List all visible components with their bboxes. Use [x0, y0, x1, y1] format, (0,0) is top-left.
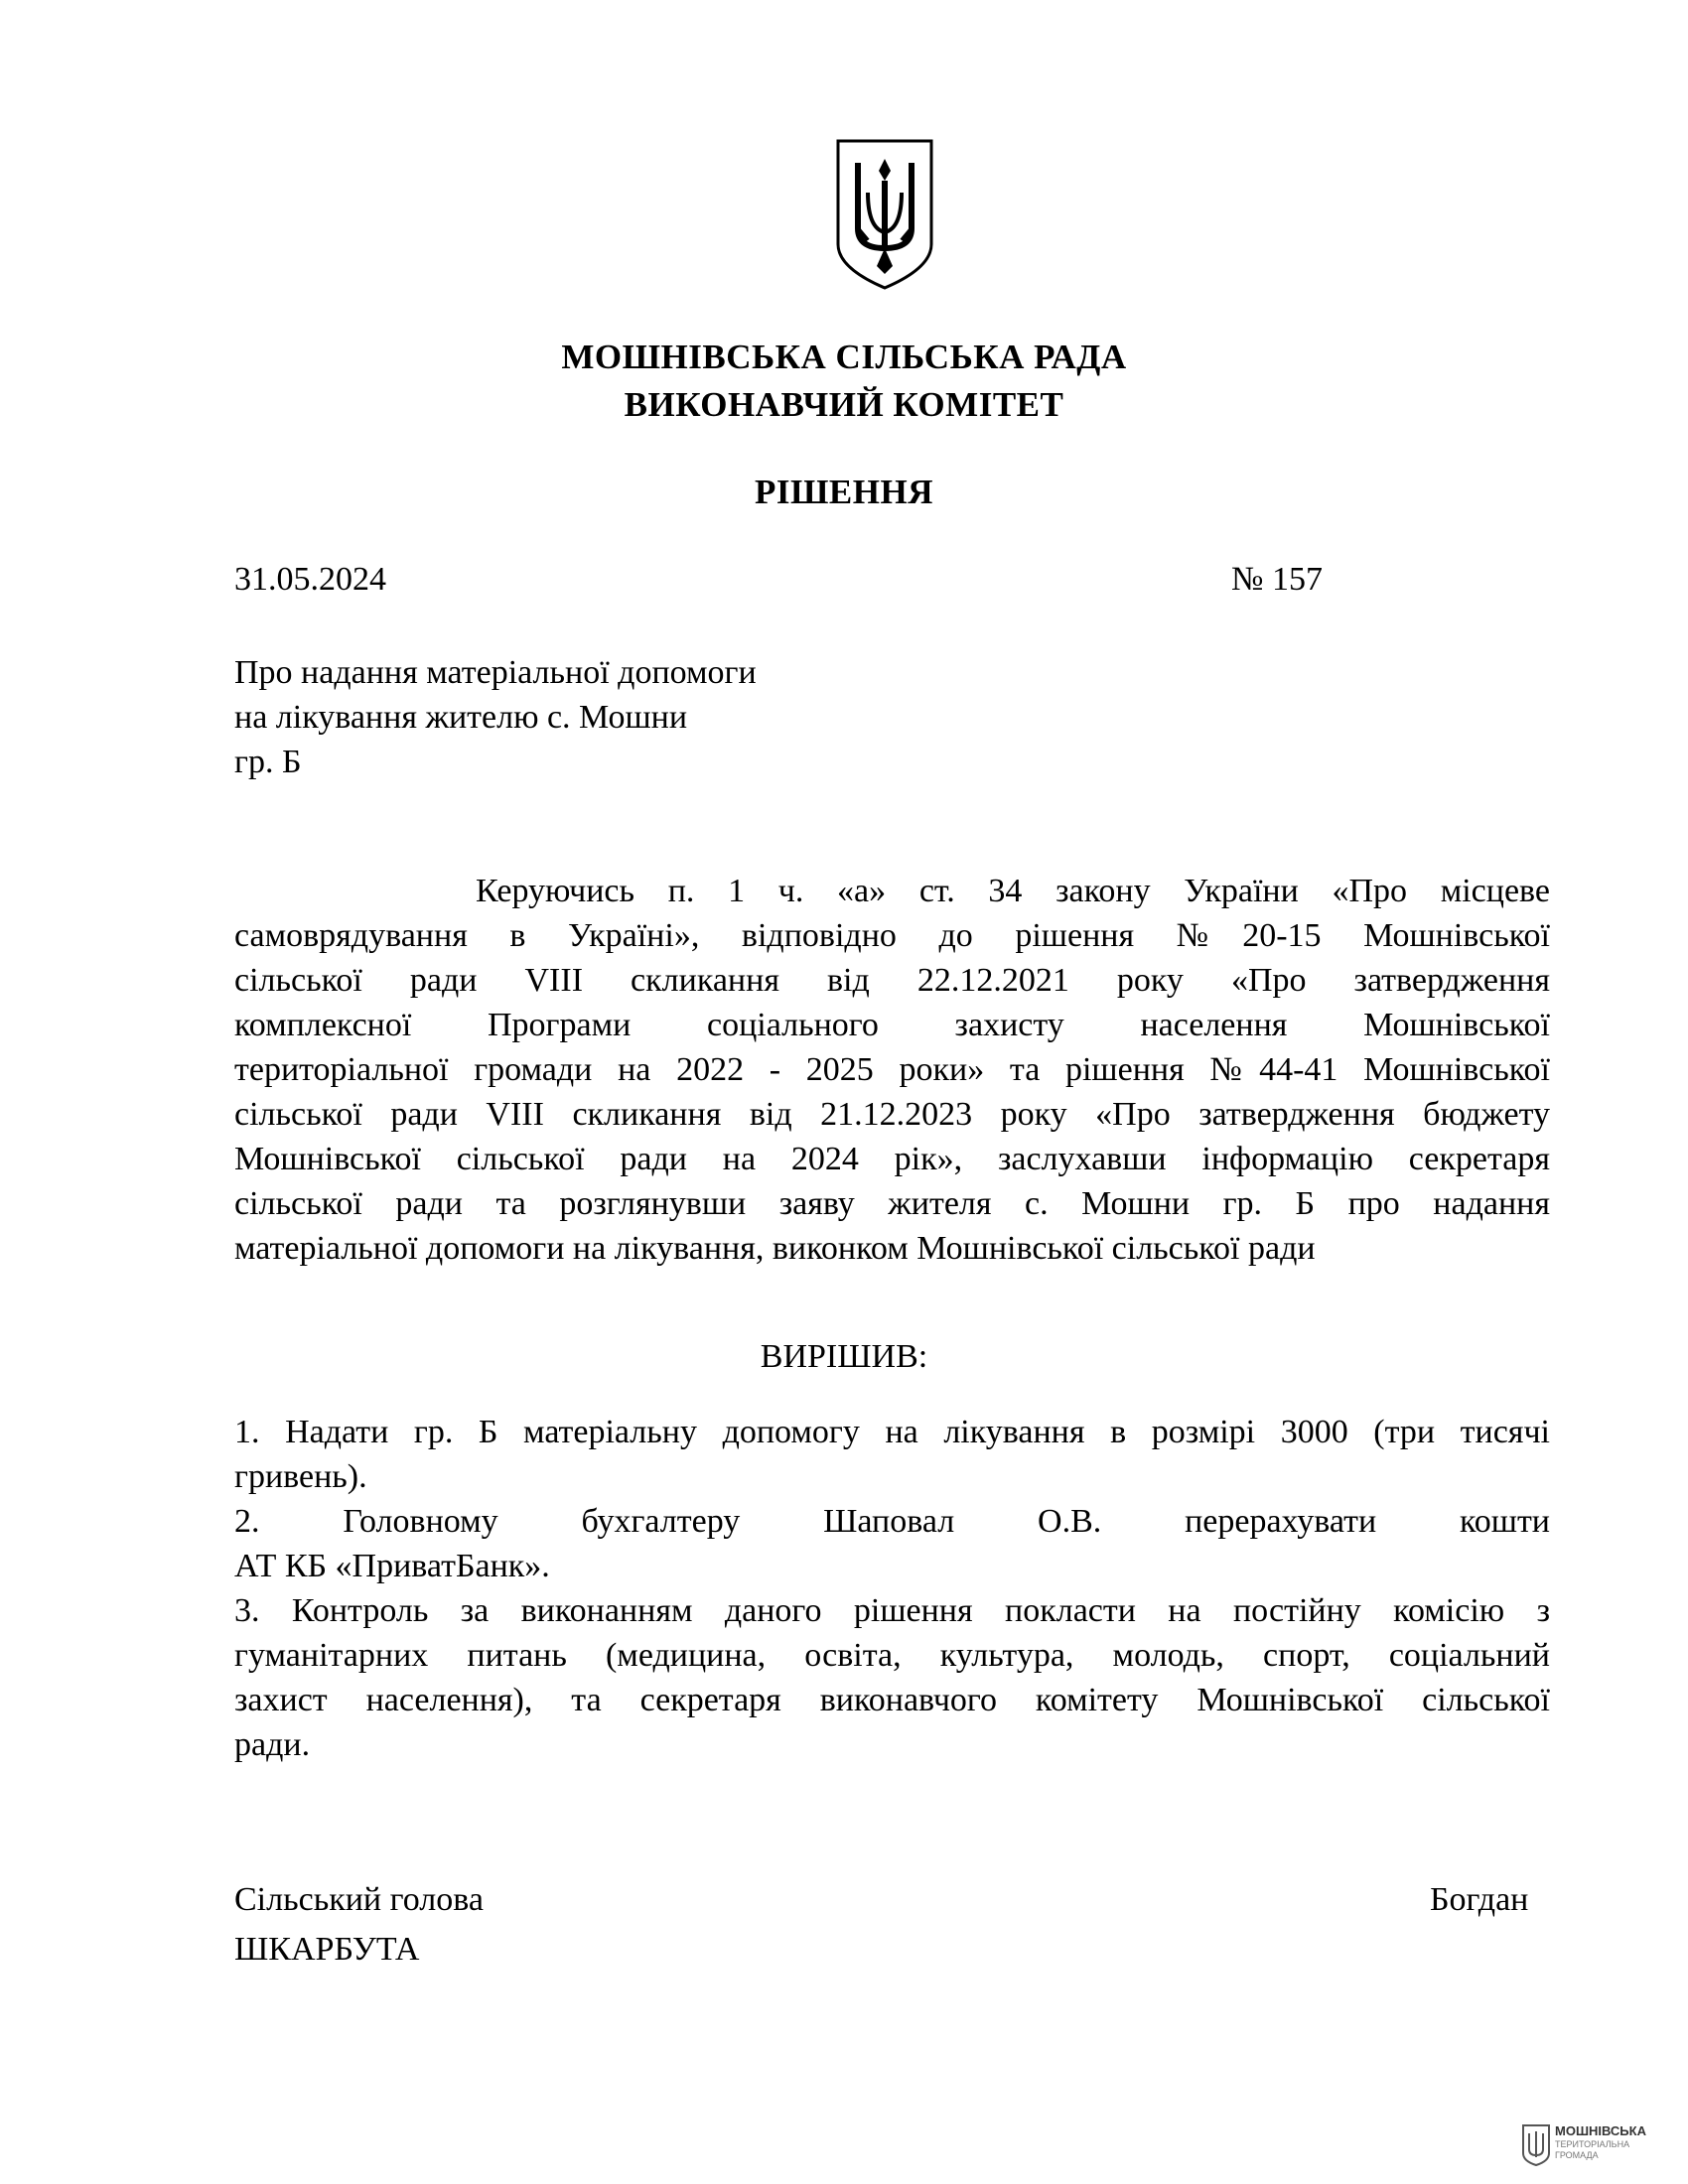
- decision-number: № 157: [1231, 561, 1323, 598]
- preamble-line: сільської ради та розглянувши заяву жителя с. Мошни гр. Б про надання: [234, 1185, 1550, 1222]
- item-line: 2. Головному бухгалтеру Шаповал О.В. перерахувати кошти: [234, 1503, 1550, 1540]
- item-line: 1. Надати гр. Б матеріальну допомогу на лікування в розмірі 3000 (три тисячі: [234, 1414, 1550, 1450]
- decision-items: [234, 1410, 1550, 1767]
- document-type: РІШЕННЯ: [754, 473, 933, 511]
- subject-line: на лікування жителю с. Мошни: [234, 699, 688, 736]
- item-line: гуманітарних питань (медицина, освіта, культура, молодь, спорт, соціальний: [234, 1637, 1550, 1674]
- community-logo: [1521, 2123, 1670, 2167]
- preamble: [234, 869, 1550, 1271]
- preamble-line: самоврядування в Україні», відповідно до рішення №20-15 Мошнівської: [234, 917, 1550, 954]
- decision-date: 31.05.2024: [234, 561, 386, 598]
- subject-line: Про надання матеріальної допомоги: [234, 654, 757, 691]
- decision-subject: [234, 650, 757, 784]
- preamble-line: комплексної Програми соціального захисту населення Мошнівської: [234, 1007, 1550, 1043]
- council-title: МОШНІВСЬКА СІЛЬСЬКА РАДА: [561, 338, 1127, 376]
- item-line: захист населення), та секретаря виконавчого комітету Мошнівської сільської: [234, 1682, 1550, 1718]
- item-line: АТ КБ «ПриватБанк».: [234, 1548, 550, 1584]
- item-line: гривень).: [234, 1458, 367, 1495]
- signature-title: Сільський голова: [234, 1881, 484, 1918]
- subject-line: гр. Б: [234, 744, 302, 780]
- preamble-line: сільської ради VIII скликання від 21.12.2023 року «Про затвердження бюджету: [234, 1096, 1550, 1133]
- logo-subtitle: ТЕРИТОРІАЛЬНА ГРОМАДА: [1555, 2139, 1630, 2160]
- signature-surname: ШКАРБУТА: [234, 1931, 420, 1968]
- item-line: ради.: [234, 1726, 311, 1763]
- logo-title: МОШНІВСЬКА: [1555, 2123, 1646, 2138]
- preamble-line: Мошнівської сільської ради на 2024 рік», заслухавши інформацію секретаря: [234, 1141, 1550, 1177]
- committee-title: ВИКОНАВЧИЙ КОМІТЕТ: [624, 385, 1064, 424]
- preamble-line: сільської ради VIII скликання від 22.12.2021 року «Про затвердження: [234, 962, 1550, 999]
- item-line: 3. Контроль за виконанням даного рішення покласти на постійну комісію з: [234, 1592, 1550, 1629]
- preamble-line: Керуючись п. 1 ч. «а» ст. 34 закону України «Про місцеве: [476, 873, 1550, 909]
- signature-name: Богдан: [1430, 1881, 1529, 1918]
- preamble-line: територіальної громади на 2022 - 2025 роки» та рішення №44-41 Мошнівської: [234, 1051, 1550, 1088]
- preamble-line: матеріальної допомоги на лікування, виконком Мошнівської сільської ради: [234, 1230, 1316, 1267]
- resolved-heading: ВИРІШИВ:: [760, 1338, 928, 1375]
- coat-of-arms-icon: [834, 137, 935, 292]
- trident-icon: [1521, 2123, 1551, 2167]
